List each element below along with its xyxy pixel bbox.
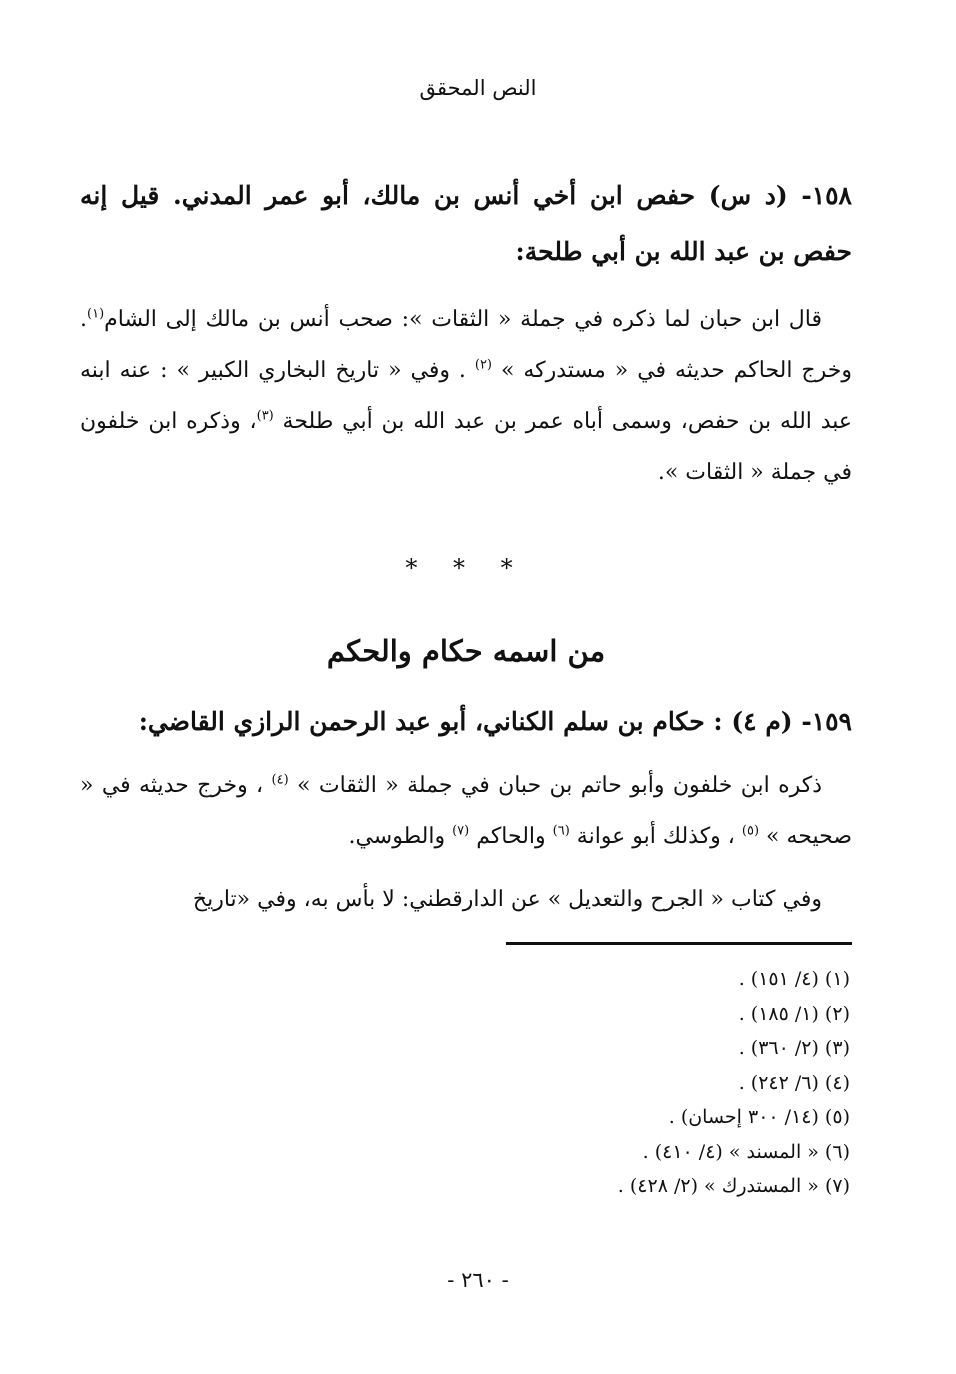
footnote-ref-7[interactable]: (٧) [452,823,470,839]
entry-159-heading: ١٥٩- (م ٤) : حكام بن سلم الكناني، أبو عبد الرحمن الرازي القاضي: [138,707,852,736]
entry-158-text-1: قال ابن حبان لما ذكره في جملة « الثقات »: صحب أنس بن مالك إلى الشام [104,307,822,332]
footnote-6: (٦) « المسند » (٤/ ٤١٠) . [642,1140,850,1163]
footnote-1: (١) (٤/ ١٥١) . [738,968,850,990]
footnote-5: (٥) (١٤/ ٣٠٠ إحسان) . [668,1106,850,1128]
footnote-ref-1[interactable]: (١) [87,306,105,322]
section-separator: * * * [405,554,527,582]
entry-159-text-5: والطوسي. [348,824,453,849]
footnote-divider [506,942,852,945]
footnote-2: (٢) (١/ ١٨٥) . [738,1002,850,1025]
entry-158-body [80,294,852,498]
entry-158-text-2: . وخرج الحاكم حديثه في « مستدركه » [80,307,852,383]
entry-158-heading: ١٥٨- (د س) حفص ابن أخي أنس بن مالك، أبو عمر المدني. قيل إنه حفص بن عبد الله بن أبي طلحة: [80,181,852,266]
footnote-ref-4[interactable]: (٤) [271,772,289,788]
entry-159-paragraph-2: وفي كتاب « الجرح والتعديل » عن الدارقطني: لا بأس به، وفي «تاريخ [192,887,822,912]
entry-159-text-4: والحاكم [469,824,553,849]
main-text [80,168,852,925]
footnote-4: (٤) (٦/ ٢٤٢) . [738,1071,850,1094]
page-number: - ٢٦٠ - [447,1268,509,1292]
footnote-ref-3[interactable]: (٣) [256,408,274,424]
section-title: من اسمه حكام والحكم [326,634,606,668]
entry-159-paragraph-1 [80,760,852,862]
entry-159-text-2: ، وخرج حديثه في « صحيحه » [80,773,852,849]
entry-158-text-4: ، وذكره ابن خلفون في جملة « الثقات ». [80,409,852,485]
footnote-ref-2[interactable]: (٢) [474,357,492,373]
footnotes-list [350,962,850,1204]
entry-158-text-3: . وفي « تاريخ البخاري الكبير » : عنه ابنه عبد الله بن حفص، وسمى أباه عمر بن عبد الله بن أبي طلحة [80,358,853,434]
footnote-ref-6[interactable]: (٦) [552,823,570,839]
footnote-7: (٧) « المستدرك » (٢/ ٤٢٨) . [617,1175,850,1197]
running-header: النص المحقق [419,76,537,100]
entry-159-text-3: ، وكذلك أبو عوانة [569,824,742,849]
entry-159-text-1: ذكره ابن خلفون وأبو حاتم بن حبان في جملة « الثقات » [288,773,823,798]
footnote-3: (٣) (٢/ ٣٦٠) . [738,1037,850,1059]
footnote-ref-5[interactable]: (٥) [741,823,760,839]
